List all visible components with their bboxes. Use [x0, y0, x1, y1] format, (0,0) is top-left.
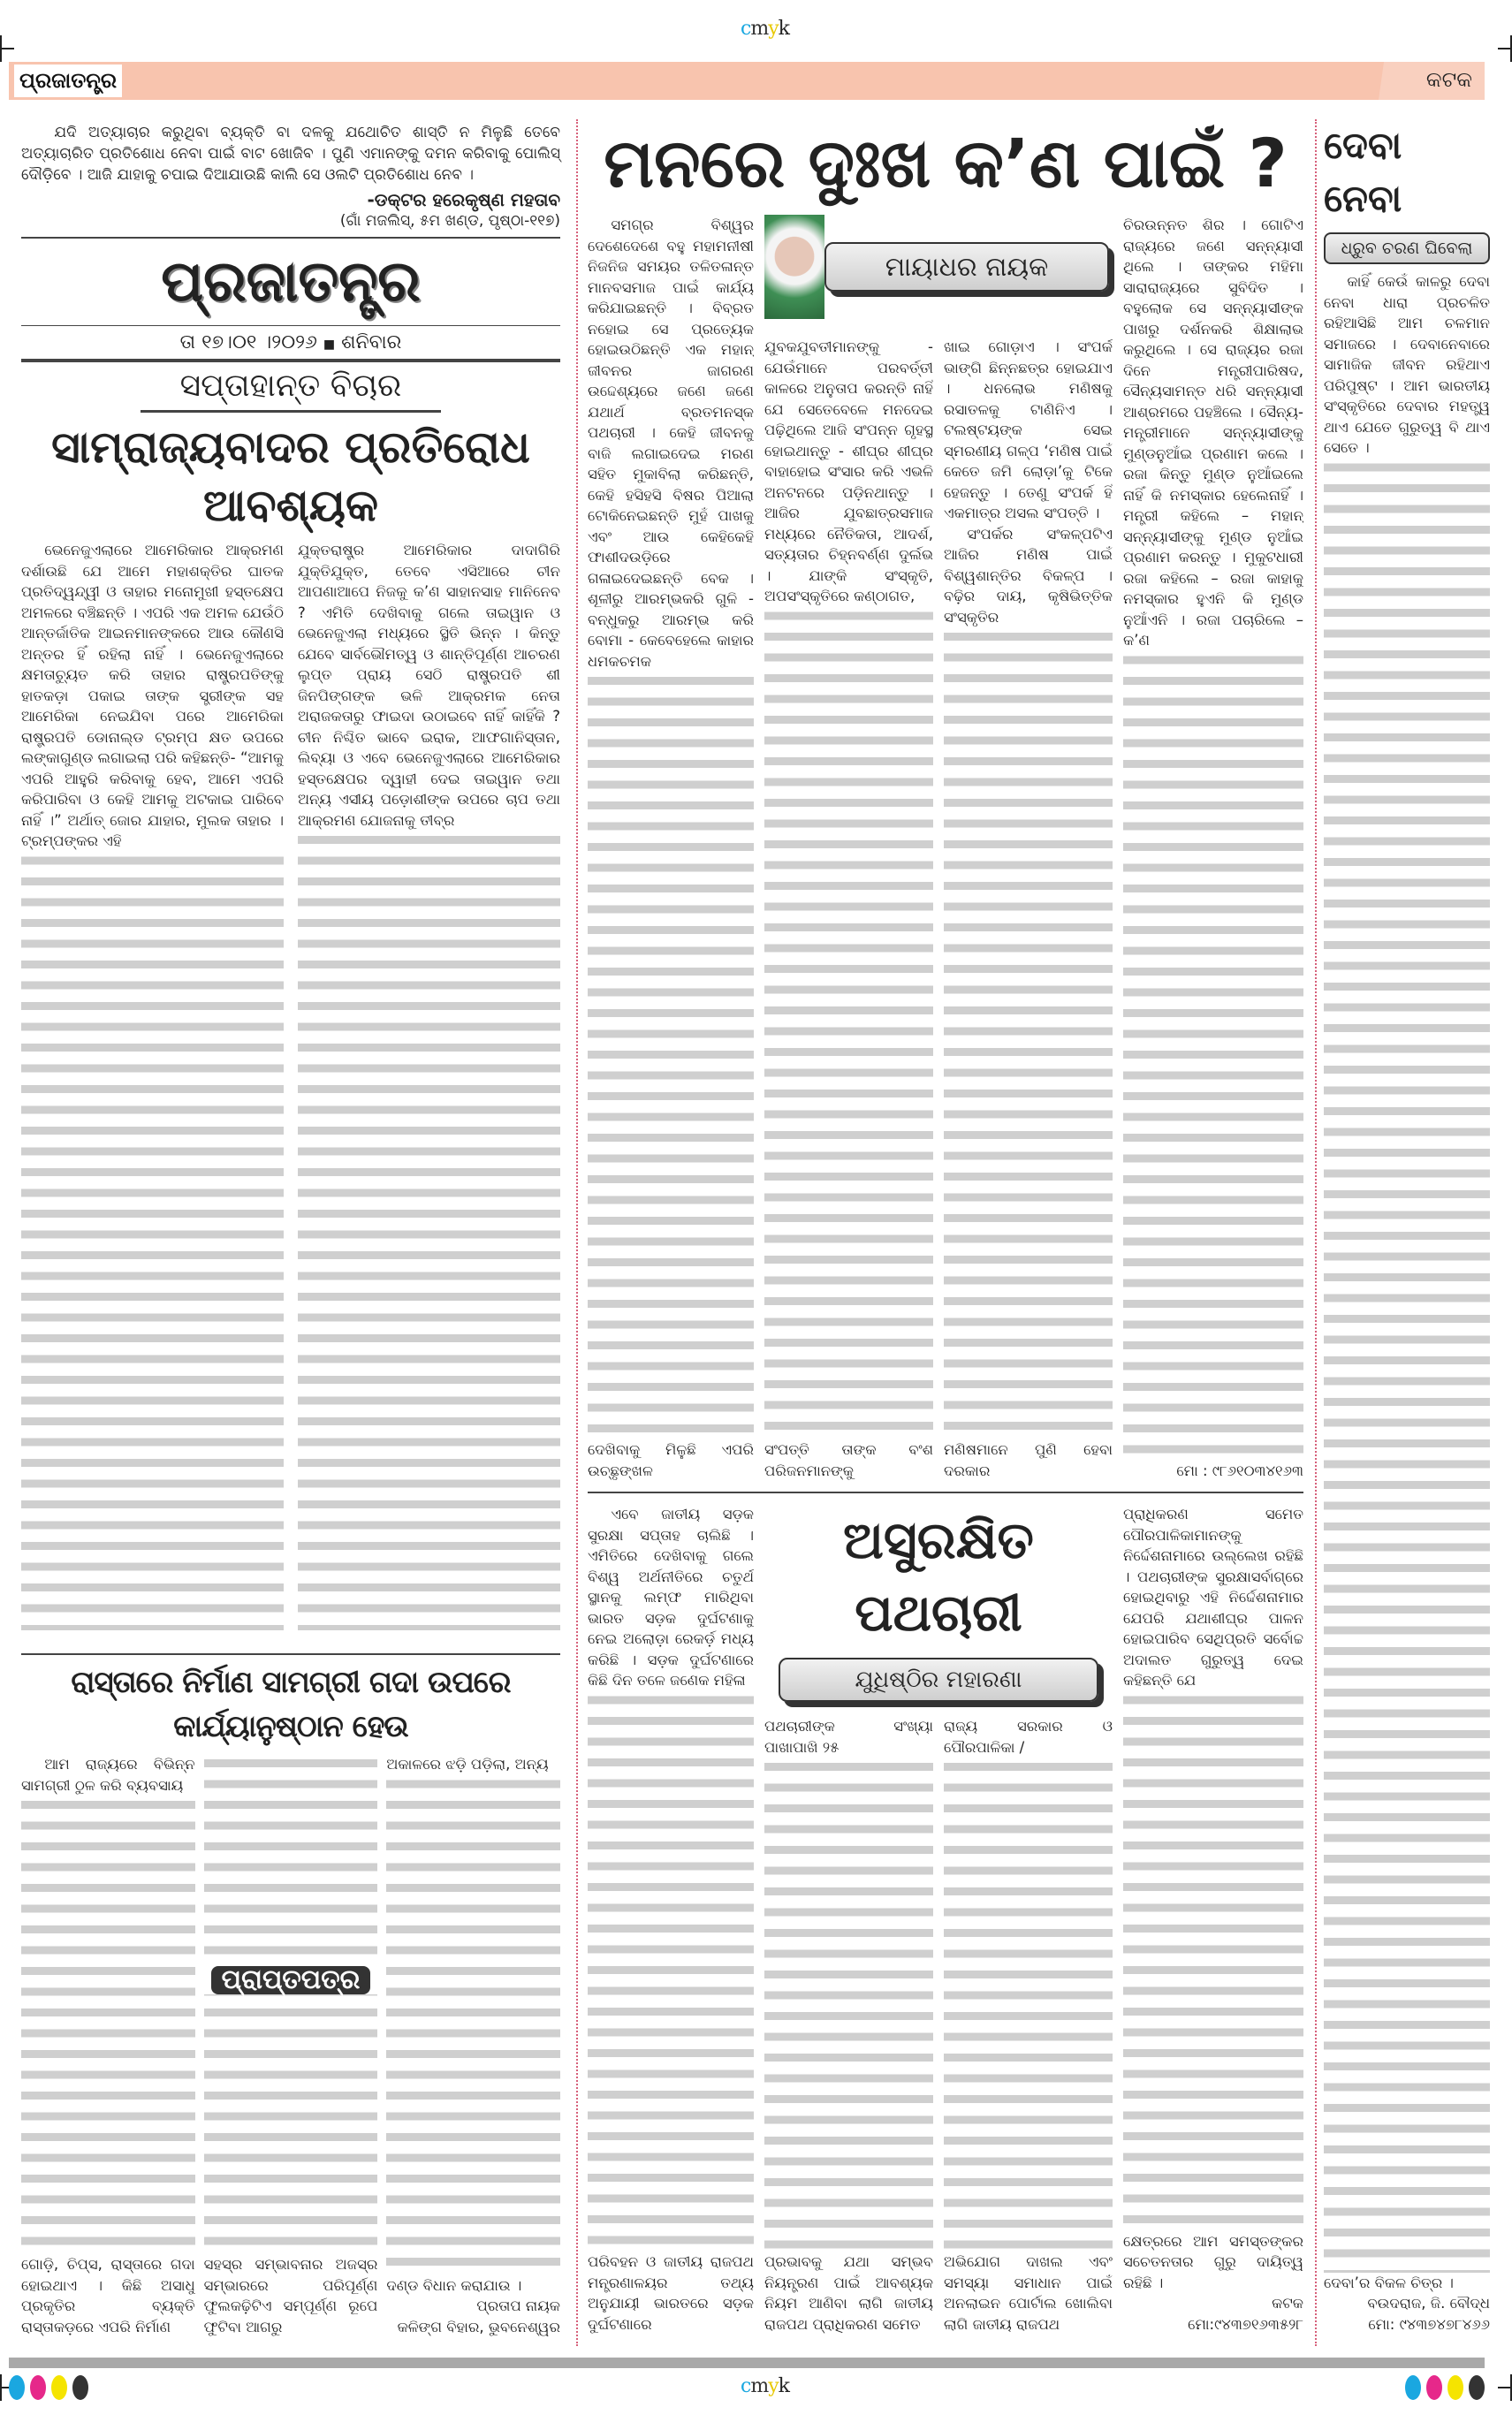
editorial-columns: [21, 540, 560, 1630]
feature-column: ଖାଇ ଗୋଡ଼ାଏ । ସଂପର୍କ ଭାଙ୍ଗି ଛିନ୍ନଛତ୍ର ହୋଇଯାଏ । ଧନଲୋଭ ମଣିଷକୁ ରସାତଳକୁ ଟାଣିନିଏ । ଟଲଷ୍ଟୟଙ୍କ ସେଇ ସ୍ମରଣୀୟ ଗଳ୍ପ ‘ମଣିଷ ପାଇଁ କେତେ ଜମି ଲୋଡ଼ା’କୁ ଟିକେ ହେଜନ୍ତୁ । ତେଣୁ ସଂପର୍କ ହିଁ ଏକମାତ୍ର ଅସଲ ସଂପତ୍ତି । ସଂପର୍କର ସଂକଳ୍ପଟିଏ ଆଜିର ମଣିଷ ପାଇଁ ବିଶ୍ୱଶାନ୍ତିର ବିକଳ୍ପ । ବଢ଼ିର ଦାୟ, କୃଷିଭିତ୍ତିକ ସଂସ୍କୃତିର ମଣିଷମାନେ ପୁଣି ହେବା ଦରକାର: [944, 337, 1113, 1481]
section-header-band: [9, 62, 1485, 100]
right-section: [1324, 119, 1490, 2335]
editorial-column: ଭେନେଜୁଏଲାରେ ଆମେରିକାର ଆକ୍ରମଣ ଦର୍ଶାଉଛି ଯେ ଆମେ ମହାଶକ୍ତିର ଘାତକ ପ୍ରତିଦ୍ୱନ୍ଦ୍ୱୀ ଓ ତାହାର ମନୋମୁଖୀ ହସ୍ତକ୍ଷେପ ଅମଳରେ ବଞ୍ଚିଛନ୍ତି । ଏପରି ଏକ ଅମଳ ଯେଉଁଠି ଆନ୍ତର୍ଜାତିକ ଆଇନମାନଙ୍କରେ ଆଉ କୌଣସି ଅନ୍ତର ହିଁ ରହିଲା ନାହିଁ । ଭେନେଜୁଏଲାରେ କ୍ଷମତାଚ୍ୟୁତ କରି ତାହାର ରାଷ୍ଟ୍ରପତିଙ୍କୁ ହାତକଡ଼ା ପକାଇ ତାଙ୍କ ସ୍ତ୍ରୀଙ୍କ ସହ ଆମେରିକା ନେଇଯିବା ପରେ ଆମେରିକା ରାଷ୍ଟ୍ରପତି ଡୋନାଲ୍ଡ ଟ୍ରମ୍ପ କ୍ଷତ ଉପରେ ଲଙ୍କାଗୁଣ୍ଡ ଲଗାଇଲା ପରି କହିଛନ୍ତି- “ଆମକୁ ଏପରି ଆହୁରି କରିବାକୁ ହେବ, ଆମେ ଏପରି କରିପାରିବା ଓ କେହି ଆମକୁ ଅଟକାଇ ପାରିବେ ନାହିଁ ।” ଅର୍ଥାତ୍ ଜୋର ଯାହାର, ମୁଲକ ତାହାର । ଟ୍ରମ୍ପଙ୍କର ଏହି: [21, 540, 284, 1630]
letter-column: ଆମ ରାଜ୍ୟରେ ବିଭିନ୍ନ ସାମଗ୍ରୀ ଠୁଳ କରି ବ୍ୟବସାୟ ଗୋଡ଼ି, ଚିପ୍ସ, ରାସ୍ତାରେ ଗଦା ହୋଇଥାଏ । କିଛି ଅସାଧୁ ପ୍ରକୃତିର ବ୍ୟକ୍ତି ରାସ୍ତାକଡ଼ରେ ଏପରି ନିର୍ମାଣ: [21, 1754, 195, 2337]
give-take-headline: ଦେବା ନେବା: [1324, 124, 1402, 220]
quote-author: -ଡକ୍ଟର ହରେକୃଷ୍ଣ ମହତାବ: [367, 189, 560, 210]
registration-dot: [1405, 2375, 1421, 2400]
letters-section-badge: ପ୍ରାପ୍ତପତ୍ର: [211, 1966, 371, 1994]
pedestrian-headline: ଅସୁରକ୍ଷିତ ପଥଚାରୀ: [843, 1510, 1034, 1643]
crop-mark: [1498, 2374, 1512, 2401]
quote-block: [21, 122, 560, 232]
author-block: [764, 215, 1113, 319]
column-divider: [576, 119, 578, 2346]
author-byline: ମାୟାଧର ନାୟକ: [824, 242, 1109, 292]
letter-column: ଅକାଳରେ ଝଡ଼ି ପଡ଼ିଲା, ଅନ୍ୟ ଦଣ୍ଡ ବିଧାନ କରାଯାଉ । ପ୍ରତାପ ନାୟକ କଳିଙ୍ଗ ବିହାର, ଭୁବନେଶ୍ୱର: [386, 1754, 560, 2337]
edition-label: କଟକ: [1425, 67, 1472, 92]
divider: [21, 325, 560, 326]
registration-dot: [9, 2375, 25, 2400]
letter-place: କଳିଙ୍ଗ ବିହାର, ଭୁବନେଶ୍ୱର: [386, 2317, 560, 2338]
registration-dot: [1426, 2375, 1442, 2400]
divider: [21, 1653, 560, 1655]
section-title: ସପ୍ତାହାନ୍ତ ବିଚାର: [179, 368, 402, 404]
author-phone: ମୋ: ୯୪୩୭୪୭୮୪୬୬: [1324, 2314, 1490, 2335]
feature-column: ଚିରଉନ୍ନତ ଶିର । ଗୋଟିଏ ରାଜ୍ୟରେ ଜଣେ ସନ୍ନ୍ୟାସୀ ଥିଲେ । ତାଙ୍କର ମହିମା ସାରାରାଜ୍ୟରେ ସୁବିଦିତ । ବହୁଲୋକ ସେ ସନ୍ନ୍ୟାସୀଙ୍କ ପାଖରୁ ଦର୍ଶନକରି ଶିକ୍ଷାଲାଭ କରୁଥିଲେ । ସେ ରାଜ୍ୟର ରଜା ଦିନେ ମନ୍ତ୍ରୀପାରିଷଦ, ସୈନ୍ୟସାମନ୍ତ ଧରି ସନ୍ନ୍ୟାସୀ ଆଶ୍ରମରେ ପହଞ୍ଚିଲେ । ସୈନ୍ୟ-ମନ୍ତ୍ରୀମାନେ ସନ୍ନ୍ୟାସୀଙ୍କୁ ମୁଣ୍ଡନୁଆଁଇ ପ୍ରଣାମ କଲେ । ରଜା କିନ୍ତୁ ମୁଣ୍ଡ ନୁଆଁଇଲେ ନାହିଁ କି ନମସ୍କାର ହେଲେନାହିଁ । ମନ୍ତ୍ରୀ କହିଲେ – ମହାନ୍ ସନ୍ନ୍ୟାସୀଙ୍କୁ ମୁଣ୍ଡ ନୁଆଁଇ ପ୍ରଣାମ କରନ୍ତୁ । ମୁକୁଟଧାରୀ ରଜା କହିଲେ – ରଜା କାହାକୁ ନମସ୍କାର ହୁଏନି କି ମୁଣ୍ଡ ନୁଆଁଏନି । ରଜା ପଚାରିଲେ – କ’ଣ ମୋ : ୯୮୬୧୦୩୪୧୬୩: [1123, 215, 1303, 1481]
feature-headline: ମନରେ ଦୁଃଖ କ’ଣ ପାଇଁ ?: [604, 124, 1288, 202]
pedestrian-body: [588, 1504, 1303, 2335]
footer-bar: [9, 2358, 1485, 2368]
author-photo: [764, 215, 824, 319]
left-section: [21, 122, 560, 2337]
author-byline: ଯୁଧିଷ୍ଠିର ମହାରଣା: [779, 1658, 1098, 1702]
registration-dot: [51, 2375, 67, 2400]
pedestrian-column: ରାଜ୍ୟ ସରକାର ଓ ପୌରପାଳିକା / ଅଭିଯୋଗ ଦାଖଲ ଏବଂ ସମସ୍ୟା ସମାଧାନ ପାଇଁ ଅନଲାଇନ ପୋର୍ଟାଲ ଖୋଲିବା ଲାଗି ଜାତୀୟ ରାଜପଥ: [944, 1716, 1113, 2335]
registration-dot: [1469, 2375, 1485, 2400]
masthead-logo: ପ୍ରଜାତନ୍ତ୍ର: [161, 248, 421, 315]
feature-column: ସମଗ୍ର ବିଶ୍ୱର ଦେଶେଦେଶେ ବହୁ ମହାମନୀଷୀ ନିଜନିଜ ସମୟର ତଳିତଳାନ୍ତ ମାନବସମାଜ ପାଇଁ କାର୍ଯ୍ୟ କରିଯାଇଛନ୍ତି । ବିବ୍ରତ ନହୋଇ ସେ ପ୍ରତ୍ୟେକ ହୋଇଉଠିଛନ୍ତି ଏକ ମହାନ୍ ଜୀବନର ଜାଗରଣ ଉଦ୍ଦେଶ୍ୟରେ ଜଣେ ଜଣେ ଯଥାର୍ଥ ବ୍ରତମନସ୍କ ପଥଚାରୀ । କେହି ଜୀବନକୁ ବାଜି ଲଗାଇଦେଇ ମରଣ ସହିତ ମୁକାବିଲା କରିଛନ୍ତି, କେହି ହସିହସି ବିଷର ପିଆଲା ଟୋକିନେଇଛନ୍ତି ମୁହଁ ପାଖକୁ ଏବଂ ଆଉ କେହିକେହି ଫାଶୀଦଉଡ଼ିରେ ଗଳାଇଦେଇଛନ୍ତି ବେକ । ଶୂଳୀରୁ ଆରମ୍ଭକରି ଗୁଳି - ବନ୍ଧୁକରୁ ଆରମ୍ଭ କରି ବୋମା - କେବେହେଲେ କାହାର ଧମକଚମକ ଦେଖିବାକୁ ମିଳୁଛି ଏପରି ଉଚ୍ଛୃଙ୍ଖଳ: [588, 215, 754, 1481]
author-place: କଟକ: [1123, 2293, 1303, 2314]
pedestrian-column: ପଥଚାରୀଙ୍କ ସଂଖ୍ୟା ପାଖାପାଖି ୨୫ ପ୍ରଭାବକୁ ଯଥା ସମ୍ଭବ ନିୟନ୍ତ୍ରଣ ପାଇଁ ଆବଶ୍ୟକ ନିୟମ ଆଣିବା ଲାଗି ଜାତୀୟ ରାଜପଥ ପ୍ରାଧିକରଣ ସମେତ: [764, 1716, 933, 2335]
registration-dots: [1405, 2375, 1485, 2400]
cmyk-mark: cmyk: [741, 18, 789, 40]
masthead-date: ତା ୧୭।୦୧ ।୨୦୨୬ ■ ଶନିବାର: [179, 331, 402, 353]
registration-dot: [30, 2375, 46, 2400]
pedestrian-column: ଏବେ ଜାତୀୟ ସଡ଼କ ସୁରକ୍ଷା ସପ୍ତାହ ଚାଲିଛି । ଏମିତିରେ ଦେଖିବାକୁ ଗଲେ ବିଶ୍ୱ ଅର୍ଥନୀତିରେ ଚତୁର୍ଥ ସ୍ଥାନକୁ ଲମ୍ଫ ମାରିଥିବା ଭାରତ ସଡ଼କ ଦୁର୍ଘଟଣାକୁ ନେଇ ଅଲୋଡ଼ା ରେକର୍ଡ଼ ମଧ୍ୟ କରିଛି । ସଡ଼କ ଦୁର୍ଘଟଣାରେ କିଛି ଦିନ ତଳେ ଜଣେକ ମହିଳା ପରିବହନ ଓ ଜାତୀୟ ରାଜପଥ ମନ୍ତ୍ରଣାଳୟର ତଥ୍ୟ ଅନୁଯାୟୀ ଭାରତରେ ସଡ଼କ ଦୁର୍ଘଟଣାରେ: [588, 1504, 754, 2335]
divider: [21, 237, 560, 239]
author-phone: ମୋ : ୯୮୬୧୦୩୪୧୬୩: [1123, 1461, 1303, 1482]
quote-source: (ଗାଁ ମଜଲିସ୍, ୫ମ ଖଣ୍ଡ, ପୃଷ୍ଠା-୧୧୭): [339, 212, 560, 230]
quote-text: ଯଦି ଅତ୍ୟାଚାର କରୁଥିବା ବ୍ୟକ୍ତି ବା ଦଳକୁ ଯଥୋଚିତ ଶାସ୍ତି ନ ମିଳୁଛି ତେବେ ଅତ୍ୟାଚାରିତ ପ୍ରତିଶୋଧ ନେବା ପାଇଁ ବାଟ ଖୋଜିବ । ପୁଣି ଏମାନଙ୍କୁ ଦମନ କରିବାକୁ ପୋଲିସ୍ ଦୌଡ଼ିବେ । ଆଜି ଯାହାକୁ ଚପାଇ ଦିଆଯାଉଛି କାଲି ସେ ଓଲଟି ପ୍ରତିଶୋଧ ନେବ ।: [21, 124, 560, 184]
feature-center: [764, 215, 1113, 1481]
divider: [588, 1492, 1303, 1493]
date: ତା ୧୭।୦୧ ।୨୦୨୬: [179, 331, 317, 353]
divider: [21, 359, 560, 362]
author-byline: ଧ୍ରୁବ ଚରଣ ଘିବେଲା: [1324, 232, 1490, 264]
crop-mark: [0, 35, 14, 62]
registration-dots: [9, 2375, 88, 2400]
crop-mark: [1498, 35, 1512, 62]
registration-dot: [1447, 2375, 1463, 2400]
letter-signer: ପ୍ରତାପ ନାୟକ: [386, 2296, 560, 2317]
editorial-headline: ସାମ୍ରାଜ୍ୟବାଦର ପ୍ରତିରୋଧ ଆବଶ୍ୟକ: [51, 421, 530, 531]
feature-body: [588, 215, 1303, 1481]
divider: [141, 410, 441, 413]
letters-headline: ରାସ୍ତାରେ ନିର୍ମାଣ ସାମଗ୍ରୀ ଗଦା ଉପରେ କାର୍ଯ୍ୟାନୁଷ୍ଠାନ ହେଉ: [71, 1665, 511, 1744]
feature-column: ଯୁବକଯୁବତୀମାନଙ୍କୁ - ଯେଉଁମାନେ ପରବର୍ତ୍ତୀ କାଳରେ ଅନୁତାପ କରନ୍ତି ନାହିଁ ଯେ ସେତେବେଳେ ମନଦେଇ ପଢ଼ିଥିଲେ ଆଜି ସଂପନ୍ନ ଗୃହସ୍ଥ ହୋଇଥାନ୍ତୁ - ଶୀଘ୍ର ଶୀଘ୍ର ବାହାହୋଇ ସଂସାର କରି ଏଭଳି ଅନଟନରେ ପଡ଼ିନଥାନ୍ତୁ । ଆଜିର ଯୁବଛାତ୍ରସମାଜ ମଧ୍ୟରେ ନୈତିକତା, ଆଦର୍ଶ, ସତ୍ୟତାର ଚିହ୍ନବର୍ଣ୍ଣ ଦୁର୍ଲଭ । ଯାଙ୍କି ସଂସ୍କୃତି, ଅପସଂସ୍କୃତିରେ କଣ୍ଠାଗତ, ସଂପତ୍ତି ତାଙ୍କ ବଂଶ ପରିଜନମାନଙ୍କୁ: [764, 337, 933, 1481]
pedestrian-center: [764, 1504, 1113, 2335]
middle-section: [588, 119, 1303, 2335]
letter-columns: [21, 1754, 560, 2337]
column-divider: [1315, 119, 1317, 2346]
author-place: ବଉଦରାଜ, ଜି. ବୌଦ୍ଧ: [1324, 2293, 1490, 2314]
pedestrian-column: ପ୍ରାଧିକରଣ ସମେତ ପୌରପାଳିକାମାନଙ୍କୁ ନିର୍ଦ୍ଦେଶନାମାରେ ଉଲ୍ଲେଖ ରହିଛି । ପଥଚାରୀଙ୍କ ସୁରକ୍ଷାସର୍ବାଗ୍ରେ ହୋଇଥିବାରୁ ଏହି ନିର୍ଦ୍ଦେଶନାମାର ଯେପରି ଯଥାଶୀଘ୍ର ପାଳନ ହୋଇପାରିବ ସେଥିପ୍ରତି ସର୍ବୋଚ୍ଚ ଅଦାଲତ ଗୁରୁତ୍ୱ ଦେଇ କହିଛନ୍ତି ଯେ କ୍ଷେତ୍ରରେ ଆମ ସମସ୍ତଙ୍କର ସଚେତନତାର ଗୁରୁ ଦାୟିତ୍ୱ ରହିଛି । କଟକ ମୋ:୯୪୩୭୧୬୩୫୨୮: [1123, 1504, 1303, 2335]
editorial-column: ଯୁକ୍ତରାଷ୍ଟ୍ର ଆମେରିକାର ଦାଦାଗିରି ଯୁକ୍ତିଯୁକ୍ତ, ତେବେ ଏସିଆରେ ଚୀନ ଆପଣାଆପେ ନିଜକୁ କ’ଣ ସାହାନସାହ ମାନିନେବ ? ଏମିତି ଦେଖିବାକୁ ଗଲେ ତାଇୱାନ ଓ ଭେନେଜୁଏଲା ମଧ୍ୟରେ ସ୍ଥିତି ଭିନ୍ନ । କିନ୍ତୁ ଯେବେ ସାର୍ବଭୌମତ୍ୱ ଓ ଶାନ୍ତିପୂର୍ଣ୍ଣ ଆଚରଣ ଲୁପ୍ତ ପ୍ରାୟ ସେଠି ରାଷ୍ଟ୍ରପତି ଶୀ ଜିନପିଙ୍ଗଙ୍କ ଭଳି ଆକ୍ରମକ ନେତା ଅରାଜକତାରୁ ଫାଇଦା ଉଠାଇବେ ନାହିଁ କାହିଁକି ? ଚୀନ ନିଶ୍ଚିତ ଭାବେ ଇରାକ, ଆଫଗାନିସ୍ତାନ, ଲିବ୍ୟା ଓ ଏବେ ଭେନେଜୁଏଲାରେ ଆମେରିକାର ହସ୍ତକ୍ଷେପର ଦ୍ୱାହୀ ଦେଇ ତାଇୱାନ ତଥା ଅନ୍ୟ ଏସୀୟ ପଡ଼ୋଶୀଙ୍କ ଉପରେ ଚାପ ତଥା ଆକ୍ରମଣ ଯୋଜନାକୁ ତୀବ୍ର: [298, 540, 560, 1630]
letter-column: ପ୍ରାପ୍ତପତ୍ର ସହସ୍ର ସମ୍ଭାବନାର ଅଜସ୍ର ସମ୍ଭାରରେ ପରିପୂର୍ଣ୍ଣ ଫୁଲକଢ଼ିଟିଏ ସମ୍ପୂର୍ଣ୍ଣ ରୂପେ ଫୁଟିବା ଆଗରୁ: [204, 1754, 378, 2337]
registration-dot: [72, 2375, 88, 2400]
author-phone: ମୋ:୯୪୩୭୧୬୩୫୨୮: [1123, 2314, 1303, 2335]
header-logo: ପ୍ରଜାତନ୍ତ୍ର: [14, 65, 122, 97]
weekday: ଶନିବାର: [341, 331, 402, 353]
give-take-column: କାହିଁ କେଉଁ କାଳରୁ ଦେବା ନେବା ଧାରା ପ୍ରଚଳିତ ରହିଆସିଛି ଆମ ଚଳମାନ ସମାଜରେ । ଦେବାନେବାରେ ସାମାଜିକ ଜୀବନ ରହିଥାଏ ପରିପୁଷ୍ଟ । ଆମ ଭାରତୀୟ ସଂସ୍କୃତିରେ ଦେବାର ମହତ୍ତ୍ୱ ଥାଏ ଯେତେ ଗୁରୁତ୍ୱ ବି ଥାଏ ସେତେ । ଦେବା’ର ବିକଳ ଚିତ୍ର । ବଉଦରାଜ, ଜି. ବୌଦ୍ଧ ମୋ: ୯୪୩୭୪୭୮୪୬୬: [1324, 271, 1490, 2335]
cmyk-mark: cmyk: [741, 2375, 789, 2397]
